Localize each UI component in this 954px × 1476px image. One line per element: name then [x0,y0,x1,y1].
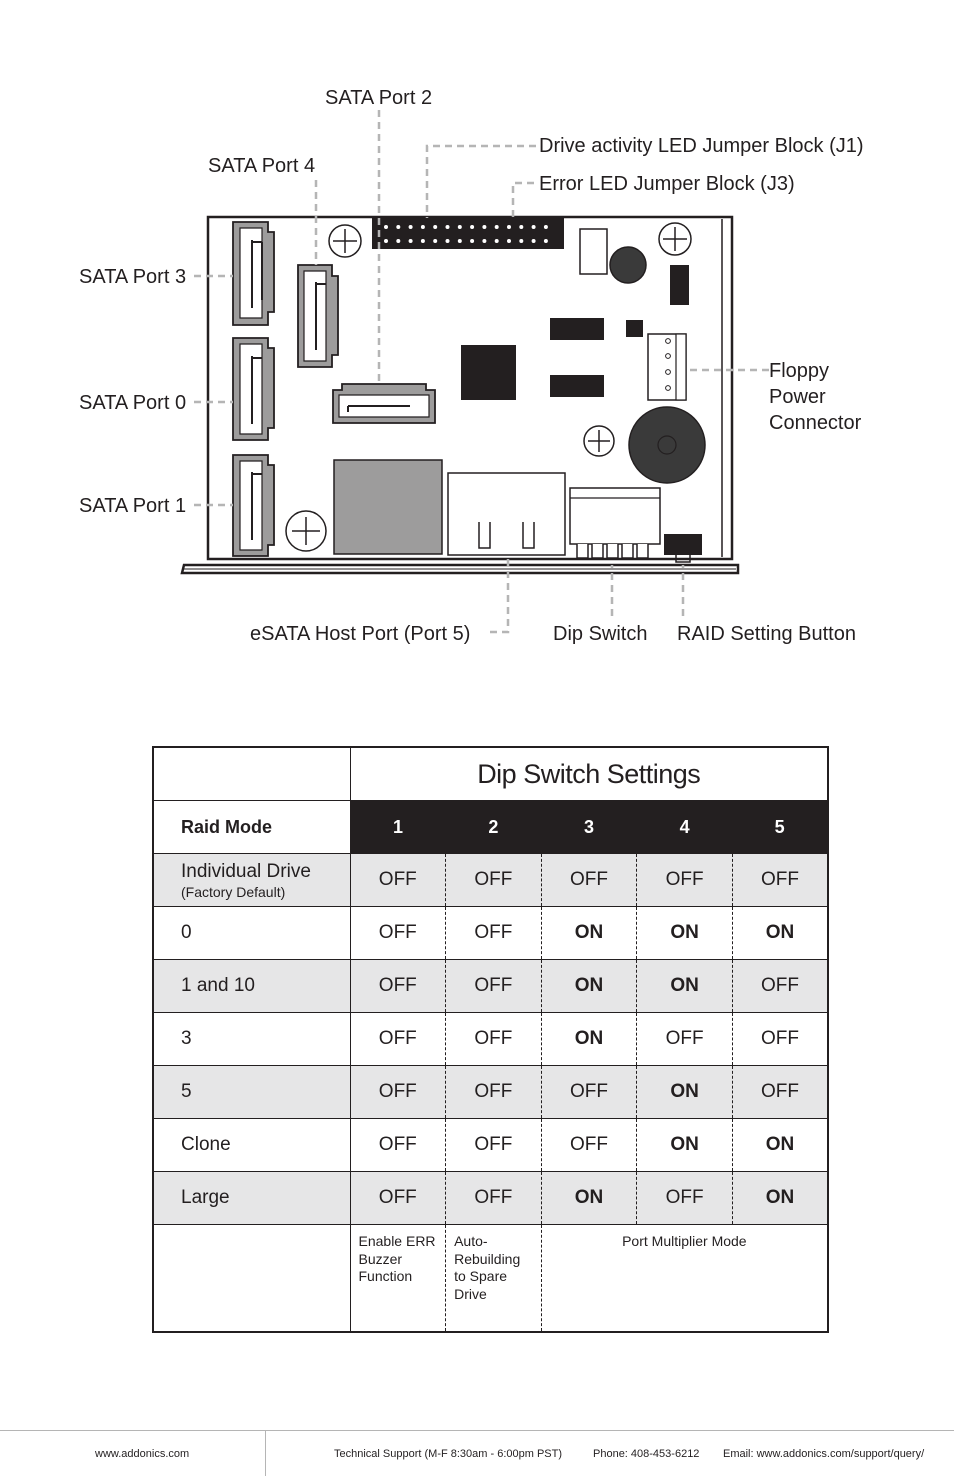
switch-setting: OFF [541,854,637,907]
jumper-pin [409,239,413,243]
table-row [153,1119,828,1172]
switch-setting: OFF [541,1066,637,1119]
table-row [153,1013,828,1066]
dip-switch-key [637,544,648,558]
label-esata: eSATA Host Port (Port 5) [250,623,471,645]
jumper-pin [446,239,450,243]
raid-mode-name: Individual Drive [181,860,311,882]
switch-number: 1 [350,801,446,854]
label-drive-activity-led: Drive activity LED Jumper Block (J1) [539,135,864,157]
switch-setting: ON [541,1013,637,1066]
label-sata-port-1: SATA Port 1 [79,495,187,517]
switch-setting: OFF [637,1013,733,1066]
jumper-pin [396,225,400,229]
note-switch-1: Enable ERR Buzzer Function [350,1225,446,1333]
switch-setting: ON [637,907,733,960]
jumper-pin [519,225,523,229]
switch-setting: OFF [446,1172,542,1225]
raid-mode-header: Raid Mode [153,801,350,854]
raid-mode-name: 0 [181,922,192,943]
raid-mode-note: (Factory Default) [181,883,286,900]
esata-host-port [448,473,565,555]
jumper-pin [532,239,536,243]
raid-mode-cell [153,1013,350,1066]
jumper-pin [470,225,474,229]
raid-mode-name: Clone [181,1134,231,1155]
table-row [153,854,828,907]
raid-mode-name: 1 and 10 [181,975,255,996]
switch-setting: ON [541,960,637,1013]
switch-number: 4 [637,801,733,854]
switch-number: 5 [732,801,828,854]
label-floppy-1: Floppy [769,360,830,382]
switch-setting: ON [541,907,637,960]
dip-switch-settings-table [152,746,829,1333]
controller-chip [461,345,516,400]
switch-setting: OFF [446,1119,542,1172]
jumper-pin [482,225,486,229]
switch-setting: ON [732,1119,828,1172]
switch-setting: OFF [732,960,828,1013]
jumper-pin [458,239,462,243]
switch-setting: ON [732,1172,828,1225]
jumper-pin [433,239,437,243]
switch-setting: OFF [350,907,446,960]
label-sata-port-3: SATA Port 3 [79,266,187,288]
raid-mode-cell [153,907,350,960]
switch-setting: ON [637,1066,733,1119]
switch-setting: OFF [732,1013,828,1066]
jumper-pin [384,239,388,243]
table-row [153,1172,828,1225]
switch-setting: ON [637,960,733,1013]
jumper-pin [519,239,523,243]
switch-setting: OFF [350,1172,446,1225]
sata-port-4-connector [298,265,338,367]
switch-setting: OFF [350,1119,446,1172]
jumper-pin [507,225,511,229]
jumper-pin [409,225,413,229]
note-switch-3-5: Port Multiplier Mode [541,1225,828,1333]
switch-setting: OFF [732,854,828,907]
sata-port-0-connector [233,338,274,440]
switch-setting: OFF [732,1066,828,1119]
dip-switch-key [607,544,618,558]
switch-setting: OFF [637,854,733,907]
switch-setting: OFF [350,1066,446,1119]
jumper-pin [421,225,425,229]
raid-mode-cell [153,1172,350,1225]
sata-port-2-connector [333,384,435,423]
jumper-pin [495,225,499,229]
label-error-led: Error LED Jumper Block (J3) [539,173,795,195]
note-switch-2: Auto-Rebuilding to Spare Drive [446,1225,542,1333]
switch-setting: OFF [350,854,446,907]
label-dip-switch: Dip Switch [553,623,648,645]
jumper-pin [446,225,450,229]
raid-mode-cell [153,1066,350,1119]
label-sata-port-2: SATA Port 2 [325,87,433,109]
buzzer [629,407,705,483]
jumper-pin [396,239,400,243]
jumper-pin [384,225,388,229]
raid-mode-name: 3 [181,1028,192,1049]
label-sata-port-0: SATA Port 0 [79,392,187,414]
dip-switch-key [622,544,633,558]
dip-switch [570,488,660,558]
switch-setting: OFF [541,1119,637,1172]
jumper-pin [507,239,511,243]
raid-mode-cell [153,960,350,1013]
jumper-pin [470,239,474,243]
raid-mode-name: 5 [181,1081,192,1102]
switch-setting: OFF [637,1172,733,1225]
switch-setting: OFF [446,854,542,907]
label-sata-port-4: SATA Port 4 [208,155,316,177]
table-row [153,907,828,960]
jumper-pin [544,225,548,229]
sata-port-3-connector [233,222,274,325]
jumper-pin [458,225,462,229]
floppy-power-connector [648,334,686,400]
jumper-pin [482,239,486,243]
switch-setting: ON [732,907,828,960]
jumper-block [372,218,564,249]
raid-mode-cell [153,1119,350,1172]
footer-website: www.addonics.com [95,1448,190,1460]
raid-mode-name: Large [181,1187,230,1208]
sata-port-1-connector [233,455,274,556]
switch-number: 2 [446,801,542,854]
switch-setting: OFF [446,1013,542,1066]
jumper-pin [544,239,548,243]
footer-email: Email: www.addonics.com/support/query/ [723,1448,925,1460]
jumper-pin [433,225,437,229]
board-diagram [0,0,954,700]
raid-setting-button [664,534,702,555]
raid-mode-cell [153,854,350,907]
table-row [153,1066,828,1119]
jumper-pin [495,239,499,243]
switch-setting: OFF [446,960,542,1013]
page-footer [0,1430,954,1476]
table-row [153,960,828,1013]
switch-number: 3 [541,801,637,854]
switch-setting: OFF [446,907,542,960]
table-title: Dip Switch Settings [350,747,828,801]
label-floppy-3: Connector [769,412,862,434]
switch-setting: OFF [350,960,446,1013]
switch-setting: ON [637,1119,733,1172]
footer-support: Technical Support (M-F 8:30am - 6:00pm PST) [334,1448,563,1460]
label-raid-button: RAID Setting Button [677,623,856,645]
jumper-pin [421,239,425,243]
jumper-pin [532,225,536,229]
switch-setting: ON [541,1172,637,1225]
footer-phone: Phone: 408-453-6212 [593,1448,700,1460]
dip-switch-key [592,544,603,558]
dip-switch-key [577,544,588,558]
switch-setting: OFF [446,1066,542,1119]
switch-setting: OFF [350,1013,446,1066]
label-floppy-2: Power [769,386,826,408]
